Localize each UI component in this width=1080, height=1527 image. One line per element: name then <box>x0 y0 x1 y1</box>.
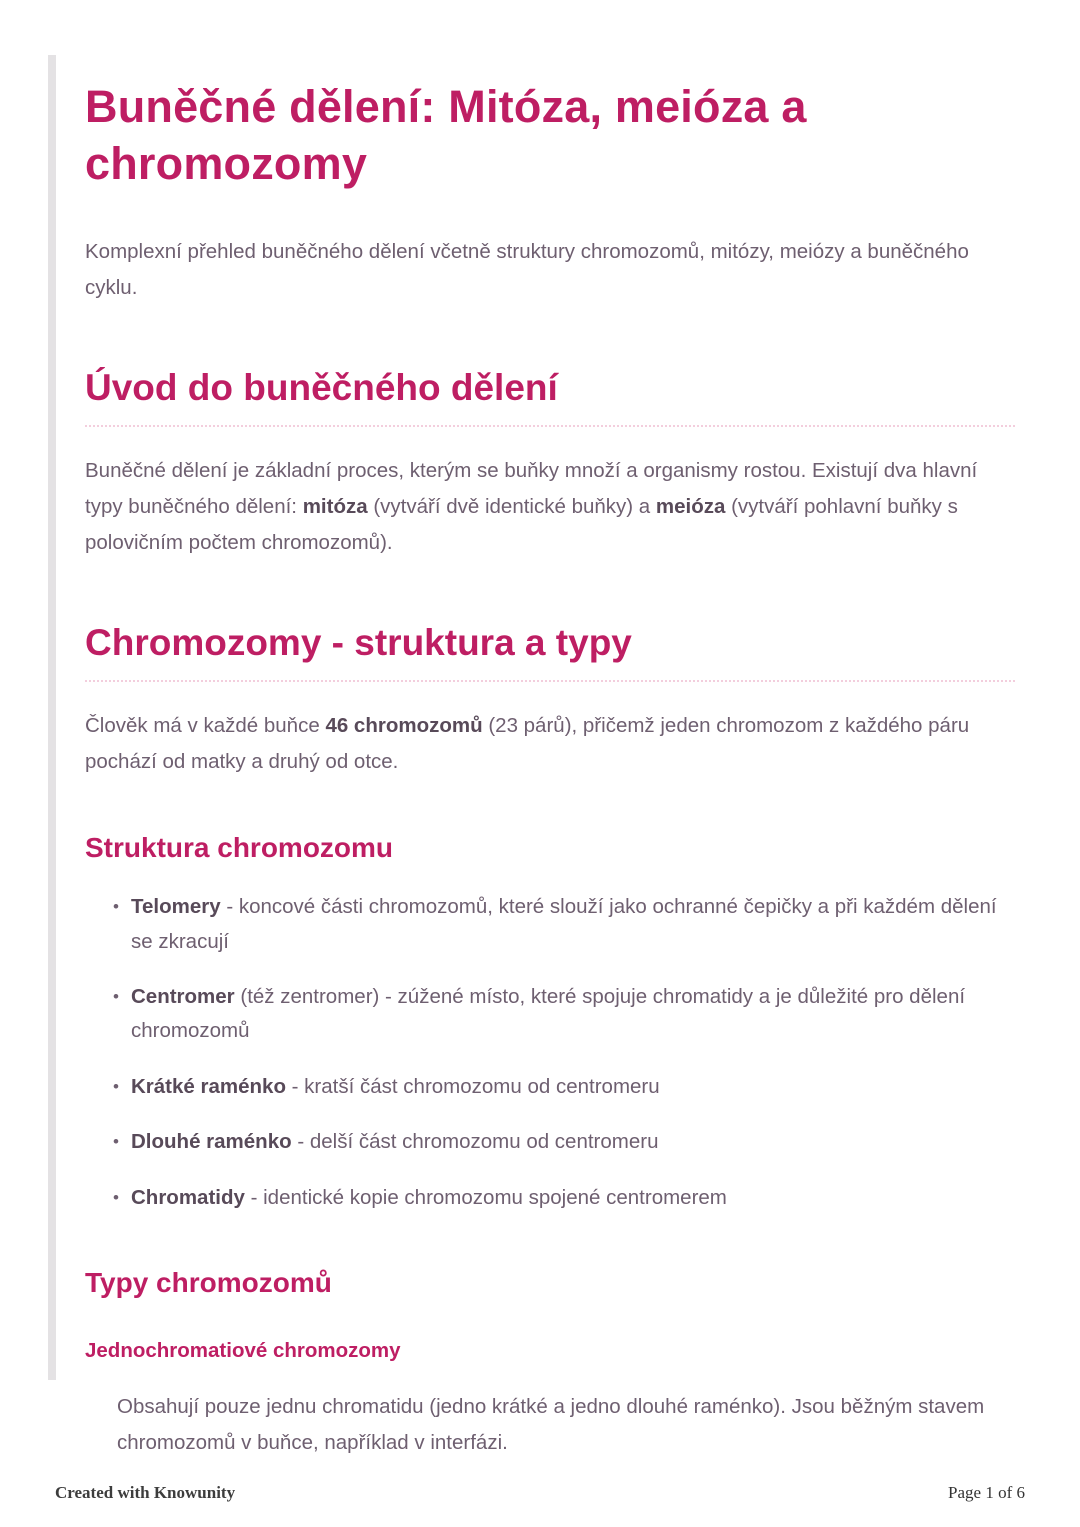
jednochromatiove-paragraph: Obsahují pouze jednu chromatidu (jedno krátké a jedno dlouhé raménko). Jsou běžným stavem chromozomů v buňce, například v interfázi. <box>117 1395 985 1455</box>
section-heading-chromozomy: Chromozomy - struktura a typy <box>85 622 1015 682</box>
document-content <box>85 0 1015 1461</box>
uvod-bold-meioza: meióza <box>655 494 726 518</box>
term-description: - delší část chromozomu od centromeru <box>291 1130 659 1154</box>
page-footer <box>55 1483 1025 1503</box>
uvod-text-mid: (vytváří dvě identické buňky) a <box>367 494 656 518</box>
term-description: - koncové části chromozomů, které slouží jako ochranné čepičky a při každém dělení se zkracují <box>131 895 997 953</box>
list-item-telomery <box>113 890 1015 959</box>
footer-branding: Created with Knowunity <box>55 1483 236 1502</box>
minor-heading-jednochromatiove: Jednochromatiové chromozomy <box>85 1339 401 1363</box>
footer-page-number: Page 1 of 6 <box>948 1483 1025 1502</box>
list-item-chromatidy <box>113 1181 1015 1215</box>
term-description: (též zentromer) - zúžené místo, které spojuje chromatidy a je důležité pro dělení chromozomů <box>131 985 966 1043</box>
list-item-centromer <box>113 980 1015 1049</box>
page-subtitle: Komplexní přehled buněčného dělení včetně struktury chromozomů, mitózy, meiózy a buněčného cyklu. <box>85 240 969 299</box>
structure-term-list <box>113 890 1015 1215</box>
chromozomy-text-before: Člověk má v každé buňce <box>85 714 326 738</box>
term-label: Dlouhé raménko <box>131 1130 292 1154</box>
uvod-bold-mitoza: mitóza <box>302 494 368 518</box>
term-label: Telomery <box>131 895 221 919</box>
term-label: Krátké raménko <box>131 1074 286 1098</box>
uvod-paragraph <box>85 453 1015 561</box>
list-item-kratke-ramenko <box>113 1070 1015 1104</box>
page-title: Buněčné dělení: Mitóza, meióza a chromozomy <box>85 81 807 190</box>
section-heading-uvod: Úvod do buněčného dělení <box>85 367 1015 427</box>
sub-heading-struktura: Struktura chromozomu <box>85 832 394 864</box>
chromozomy-bold-count: 46 chromozomů <box>325 714 483 738</box>
term-label: Chromatidy <box>131 1185 245 1209</box>
chromozomy-text-after: (23 párů), přičemž jeden chromozom z každého páru pochází od matky a druhý od otce. <box>85 714 970 774</box>
sub-heading-typy: Typy chromozomů <box>85 1267 332 1299</box>
uvod-text-after: (vytváří pohlavní buňky s polovičním počtem chromozomů). <box>85 494 958 554</box>
term-description: - identické kopie chromozomu spojené centromerem <box>244 1185 727 1209</box>
term-description: - kratší část chromozomu od centromeru <box>285 1074 660 1098</box>
uvod-text-before: Buněčné dělení je základní proces, kterým se buňky množí a organismy rostou. Existují dva hlavní typy buněčného dělení: <box>85 458 978 518</box>
page-accent-bar <box>48 55 56 1380</box>
term-label: Centromer <box>131 985 235 1009</box>
list-item-dlouhe-ramenko <box>113 1125 1015 1159</box>
chromozomy-paragraph <box>85 708 1015 780</box>
